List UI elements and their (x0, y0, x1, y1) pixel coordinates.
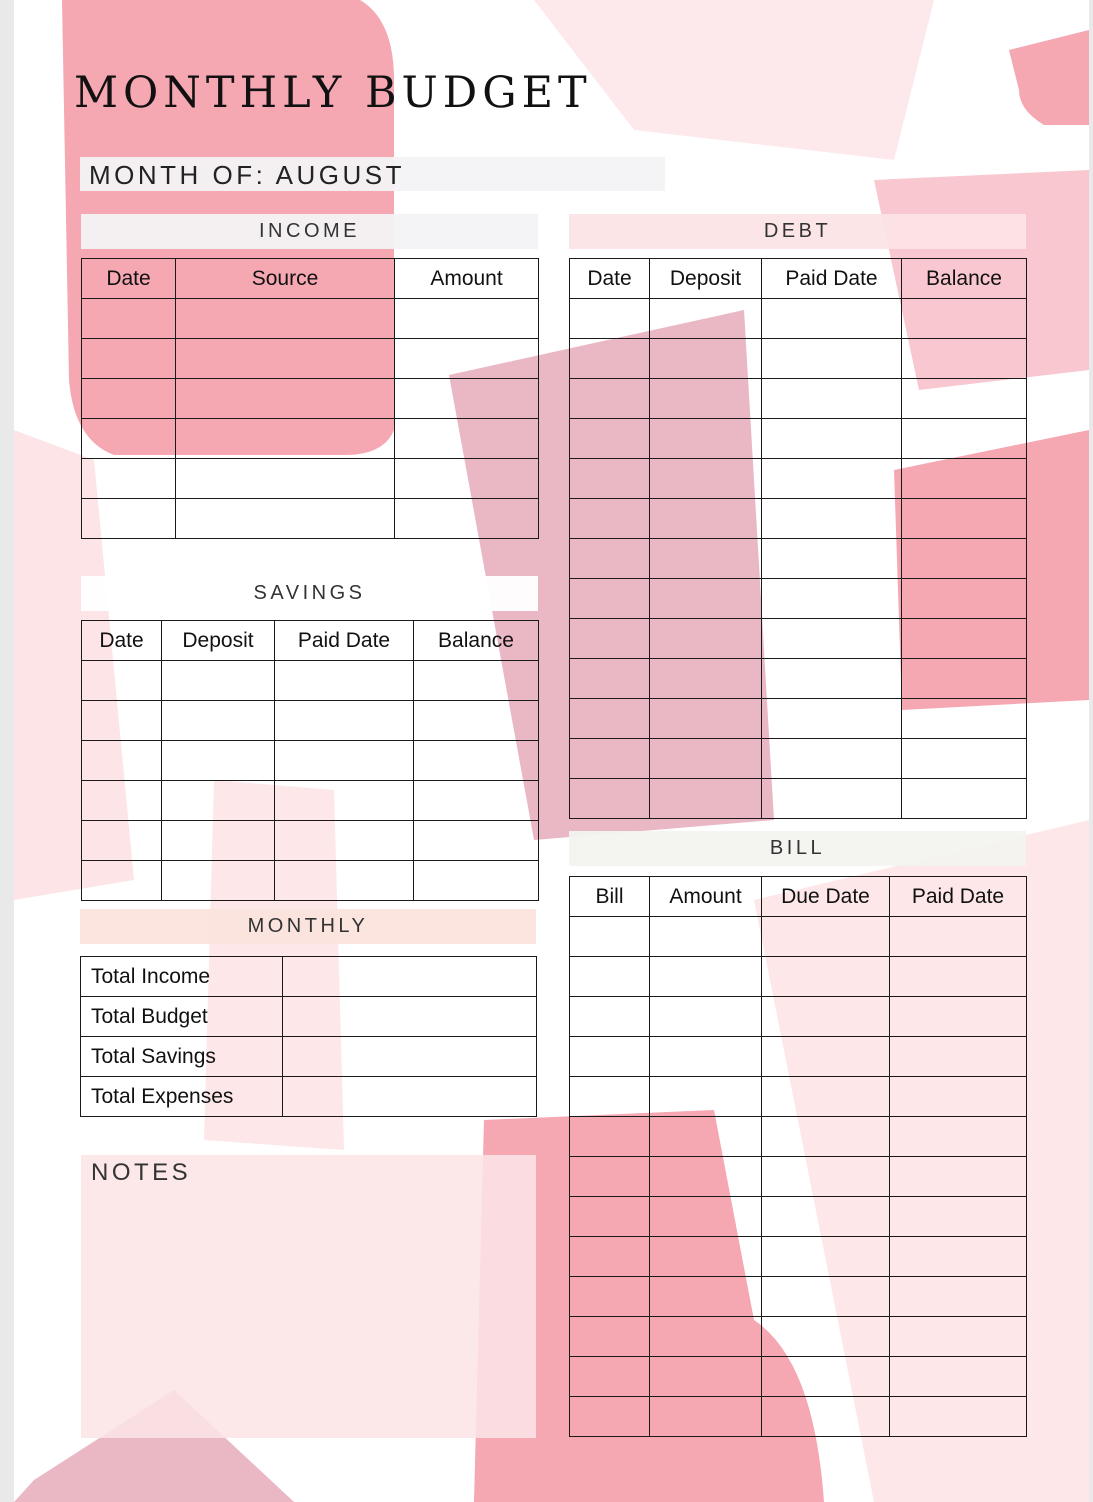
bill-cell[interactable] (890, 957, 1027, 997)
debt-cell[interactable] (650, 659, 762, 699)
bill-cell[interactable] (650, 1117, 762, 1157)
bill-cell[interactable] (570, 1397, 650, 1437)
bill-row (570, 957, 1027, 997)
bill-cell[interactable] (762, 1357, 890, 1397)
savings-header-row (82, 621, 539, 661)
savings-cell[interactable] (82, 821, 162, 861)
month-field[interactable] (80, 157, 665, 191)
bill-row (570, 1197, 1027, 1237)
debt-cell[interactable] (650, 579, 762, 619)
bg-shape-top-right (1009, 30, 1089, 125)
debt-cell[interactable] (762, 419, 902, 459)
debt-row (570, 579, 1027, 619)
savings-cell[interactable] (275, 821, 414, 861)
bill-row (570, 1037, 1027, 1077)
debt-cell[interactable] (650, 419, 762, 459)
income-col-header: Amount (395, 259, 539, 299)
budget-page (14, 0, 1089, 1502)
savings-cell[interactable] (414, 781, 539, 821)
savings-row (82, 661, 539, 701)
bill-cell[interactable] (762, 1077, 890, 1117)
savings-col-header: Deposit (162, 621, 275, 661)
income-col-header: Source (176, 259, 395, 299)
income-cell[interactable] (176, 379, 395, 419)
debt-col-header: Deposit (650, 259, 762, 299)
income-cell[interactable] (82, 299, 176, 339)
bill-col-header: Paid Date (890, 877, 1027, 917)
income-cell[interactable] (395, 419, 539, 459)
debt-cell[interactable] (902, 499, 1027, 539)
debt-heading: DEBT (569, 214, 1026, 249)
debt-cell[interactable] (570, 779, 650, 819)
income-cell[interactable] (82, 499, 176, 539)
debt-cell[interactable] (650, 699, 762, 739)
debt-cell[interactable] (902, 579, 1027, 619)
savings-cell[interactable] (82, 661, 162, 701)
monthly-heading: MONTHLY (80, 909, 536, 944)
income-row (82, 419, 539, 459)
debt-row (570, 779, 1027, 819)
bill-row (570, 997, 1027, 1037)
income-row (82, 379, 539, 419)
debt-row (570, 659, 1027, 699)
bill-cell[interactable] (762, 1157, 890, 1197)
debt-cell[interactable] (762, 339, 902, 379)
bill-cell[interactable] (762, 917, 890, 957)
debt-cell[interactable] (762, 659, 902, 699)
debt-cell[interactable] (902, 419, 1027, 459)
monthly-total-label: Total Expenses (81, 1077, 283, 1117)
income-row (82, 299, 539, 339)
income-cell[interactable] (395, 499, 539, 539)
debt-cell[interactable] (570, 739, 650, 779)
income-cell[interactable] (176, 499, 395, 539)
bg-shape-top-pale (534, 0, 934, 160)
bill-cell[interactable] (762, 957, 890, 997)
bill-cell[interactable] (890, 1157, 1027, 1197)
savings-cell[interactable] (414, 821, 539, 861)
bill-row (570, 1117, 1027, 1157)
bill-row (570, 1397, 1027, 1437)
bill-row (570, 1277, 1027, 1317)
notes-label: NOTES (91, 1159, 192, 1186)
savings-cell[interactable] (82, 781, 162, 821)
income-col-header: Date (82, 259, 176, 299)
bill-row (570, 1077, 1027, 1117)
savings-cell[interactable] (162, 661, 275, 701)
debt-cell[interactable] (650, 299, 762, 339)
debt-cell[interactable] (570, 299, 650, 339)
bill-cell[interactable] (650, 1037, 762, 1077)
debt-cell[interactable] (570, 419, 650, 459)
bill-cell[interactable] (890, 997, 1027, 1037)
debt-cell[interactable] (762, 779, 902, 819)
savings-col-header: Date (82, 621, 162, 661)
monthly-totals-table (80, 956, 537, 1117)
debt-cell[interactable] (650, 459, 762, 499)
bill-cell[interactable] (570, 1157, 650, 1197)
savings-cell[interactable] (414, 861, 539, 901)
debt-row (570, 379, 1027, 419)
bill-cell[interactable] (570, 997, 650, 1037)
bill-cell[interactable] (570, 1197, 650, 1237)
bill-cell[interactable] (890, 1317, 1027, 1357)
monthly-total-value[interactable] (283, 957, 537, 997)
bill-cell[interactable] (570, 1037, 650, 1077)
debt-cell[interactable] (650, 499, 762, 539)
savings-cell[interactable] (414, 741, 539, 781)
debt-cell[interactable] (570, 539, 650, 579)
debt-cell[interactable] (570, 459, 650, 499)
debt-cell[interactable] (762, 459, 902, 499)
bill-cell[interactable] (570, 1317, 650, 1357)
debt-row (570, 739, 1027, 779)
bill-row (570, 1237, 1027, 1277)
income-cell[interactable] (395, 339, 539, 379)
debt-cell[interactable] (902, 459, 1027, 499)
income-cell[interactable] (176, 459, 395, 499)
savings-cell[interactable] (82, 701, 162, 741)
bill-cell[interactable] (570, 1237, 650, 1277)
bill-cell[interactable] (570, 1277, 650, 1317)
savings-cell[interactable] (162, 701, 275, 741)
bill-cell[interactable] (762, 1237, 890, 1277)
bill-col-header: Bill (570, 877, 650, 917)
savings-col-header: Paid Date (275, 621, 414, 661)
bill-cell[interactable] (570, 1117, 650, 1157)
debt-cell[interactable] (650, 779, 762, 819)
monthly-total-value[interactable] (283, 1037, 537, 1077)
savings-row (82, 861, 539, 901)
income-row (82, 339, 539, 379)
bill-cell[interactable] (650, 1397, 762, 1437)
bill-row (570, 917, 1027, 957)
debt-cell[interactable] (902, 659, 1027, 699)
bill-cell[interactable] (650, 1317, 762, 1357)
savings-cell[interactable] (162, 821, 275, 861)
debt-cell[interactable] (902, 299, 1027, 339)
debt-cell[interactable] (650, 539, 762, 579)
month-label: MONTH OF: AUGUST (89, 160, 405, 190)
savings-cell[interactable] (414, 661, 539, 701)
debt-cell[interactable] (570, 699, 650, 739)
savings-cell[interactable] (275, 781, 414, 821)
debt-col-header: Date (570, 259, 650, 299)
bill-cell[interactable] (650, 997, 762, 1037)
bill-cell[interactable] (570, 1357, 650, 1397)
bill-cell[interactable] (570, 957, 650, 997)
bill-cell[interactable] (890, 1397, 1027, 1437)
debt-cell[interactable] (570, 579, 650, 619)
monthly-total-row (81, 1077, 537, 1117)
monthly-total-label: Total Budget (81, 997, 283, 1037)
savings-cell[interactable] (82, 861, 162, 901)
monthly-total-row (81, 997, 537, 1037)
savings-cell[interactable] (162, 861, 275, 901)
notes-box[interactable] (81, 1155, 536, 1438)
income-cell[interactable] (82, 379, 176, 419)
bill-col-header: Amount (650, 877, 762, 917)
bill-cell[interactable] (762, 1397, 890, 1437)
savings-cell[interactable] (275, 861, 414, 901)
bill-cell[interactable] (762, 1037, 890, 1077)
income-table (81, 258, 539, 539)
bill-row (570, 1317, 1027, 1357)
income-cell[interactable] (176, 419, 395, 459)
debt-cell[interactable] (650, 619, 762, 659)
income-cell[interactable] (176, 299, 395, 339)
bill-row (570, 1157, 1027, 1197)
bill-cell[interactable] (890, 917, 1027, 957)
bill-cell[interactable] (650, 1157, 762, 1197)
debt-cell[interactable] (762, 579, 902, 619)
debt-cell[interactable] (902, 619, 1027, 659)
debt-cell[interactable] (762, 299, 902, 339)
savings-row (82, 781, 539, 821)
monthly-total-value[interactable] (283, 997, 537, 1037)
monthly-total-row (81, 957, 537, 997)
page-title: MONTHLY BUDGET (74, 68, 592, 118)
income-heading: INCOME (81, 214, 538, 249)
debt-row (570, 299, 1027, 339)
debt-cell[interactable] (902, 539, 1027, 579)
bill-heading: BILL (569, 831, 1026, 866)
debt-header-row (570, 259, 1027, 299)
income-cell[interactable] (395, 299, 539, 339)
debt-cell[interactable] (650, 339, 762, 379)
bill-cell[interactable] (762, 1117, 890, 1157)
savings-table (81, 620, 539, 901)
bill-table (569, 876, 1027, 1437)
savings-cell[interactable] (162, 781, 275, 821)
income-cell[interactable] (395, 379, 539, 419)
debt-cell[interactable] (570, 339, 650, 379)
debt-cell[interactable] (762, 699, 902, 739)
debt-cell[interactable] (762, 619, 902, 659)
savings-cell[interactable] (275, 701, 414, 741)
savings-row (82, 741, 539, 781)
debt-cell[interactable] (902, 779, 1027, 819)
savings-cell[interactable] (162, 741, 275, 781)
debt-row (570, 459, 1027, 499)
bill-cell[interactable] (650, 1197, 762, 1237)
debt-row (570, 499, 1027, 539)
bill-cell[interactable] (650, 1277, 762, 1317)
debt-cell[interactable] (570, 499, 650, 539)
bill-cell[interactable] (890, 1037, 1027, 1077)
debt-cell[interactable] (762, 739, 902, 779)
debt-cell[interactable] (570, 619, 650, 659)
bill-cell[interactable] (650, 917, 762, 957)
income-row (82, 459, 539, 499)
debt-cell[interactable] (570, 379, 650, 419)
bill-cell[interactable] (762, 1317, 890, 1357)
bill-cell[interactable] (890, 1237, 1027, 1277)
income-cell[interactable] (176, 339, 395, 379)
bill-col-header: Due Date (762, 877, 890, 917)
bill-cell[interactable] (762, 1277, 890, 1317)
debt-cell[interactable] (902, 339, 1027, 379)
savings-cell[interactable] (275, 661, 414, 701)
savings-row (82, 821, 539, 861)
bill-cell[interactable] (890, 1357, 1027, 1397)
debt-row (570, 619, 1027, 659)
debt-cell[interactable] (762, 379, 902, 419)
debt-cell[interactable] (902, 699, 1027, 739)
monthly-total-label: Total Income (81, 957, 283, 997)
debt-cell[interactable] (902, 739, 1027, 779)
debt-col-header: Balance (902, 259, 1027, 299)
bill-header-row (570, 877, 1027, 917)
income-cell[interactable] (82, 419, 176, 459)
debt-cell[interactable] (902, 379, 1027, 419)
bill-cell[interactable] (650, 1077, 762, 1117)
bill-cell[interactable] (650, 957, 762, 997)
income-row (82, 499, 539, 539)
income-cell[interactable] (82, 339, 176, 379)
savings-col-header: Balance (414, 621, 539, 661)
savings-cell[interactable] (82, 741, 162, 781)
income-cell[interactable] (395, 459, 539, 499)
debt-col-header: Paid Date (762, 259, 902, 299)
monthly-total-row (81, 1037, 537, 1077)
debt-row (570, 699, 1027, 739)
debt-cell[interactable] (650, 379, 762, 419)
bill-cell[interactable] (650, 1237, 762, 1277)
bill-cell[interactable] (890, 1077, 1027, 1117)
debt-row (570, 419, 1027, 459)
bill-cell[interactable] (570, 1077, 650, 1117)
debt-cell[interactable] (570, 659, 650, 699)
income-header-row (82, 259, 539, 299)
savings-row (82, 701, 539, 741)
bill-cell[interactable] (762, 997, 890, 1037)
bill-row (570, 1357, 1027, 1397)
debt-cell[interactable] (650, 739, 762, 779)
debt-cell[interactable] (762, 539, 902, 579)
savings-cell[interactable] (275, 741, 414, 781)
savings-cell[interactable] (414, 701, 539, 741)
debt-table (569, 258, 1027, 819)
monthly-total-value[interactable] (283, 1077, 537, 1117)
monthly-total-label: Total Savings (81, 1037, 283, 1077)
bill-cell[interactable] (762, 1197, 890, 1237)
savings-heading: SAVINGS (81, 576, 538, 611)
debt-row (570, 339, 1027, 379)
debt-cell[interactable] (762, 499, 902, 539)
bill-cell[interactable] (650, 1357, 762, 1397)
bill-cell[interactable] (890, 1117, 1027, 1157)
bill-cell[interactable] (890, 1277, 1027, 1317)
bill-cell[interactable] (890, 1197, 1027, 1237)
debt-row (570, 539, 1027, 579)
income-cell[interactable] (82, 459, 176, 499)
bill-cell[interactable] (570, 917, 650, 957)
